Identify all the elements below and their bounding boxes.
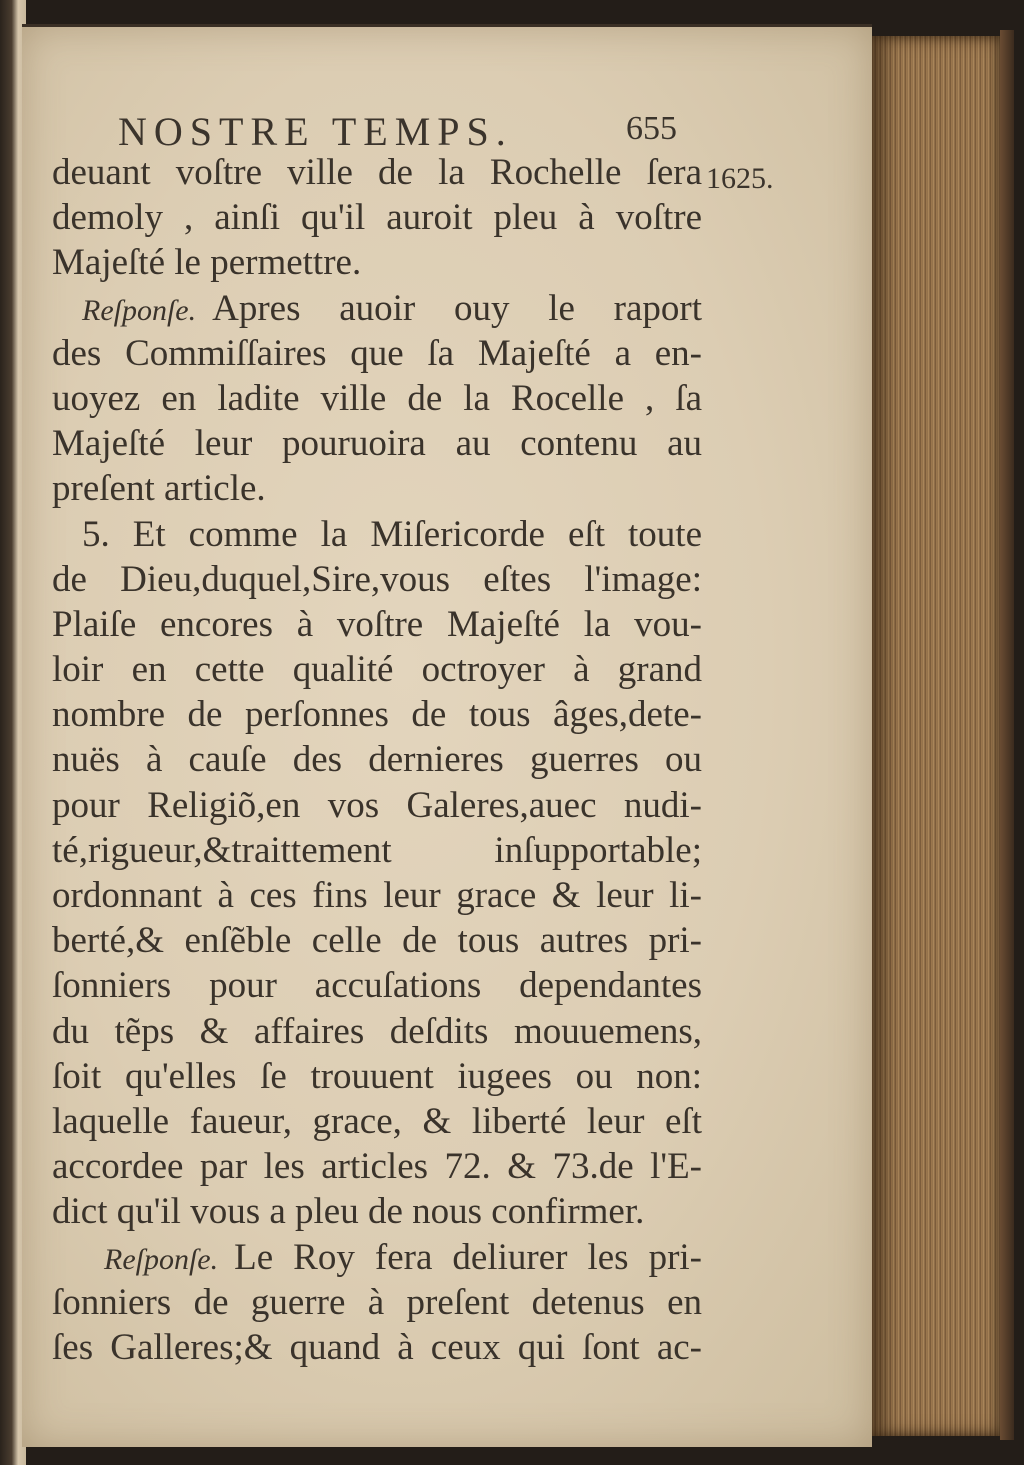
response-line [52, 286, 702, 331]
text-line: dict qu'il vous a pleu de nous confirmer. [52, 1191, 645, 1233]
text-line: 5. Et comme la Miſericorde eſt toute [82, 513, 702, 555]
text-line: pour Religiõ,en vos Galeres,auec nudi- [52, 784, 702, 826]
page-number: 655 [626, 110, 677, 147]
text-line: Majeſté le permettre. [52, 242, 362, 284]
text-line: té,rigueur,&traittement inſupportable; [52, 829, 702, 871]
response-label: Reſponſe. [82, 293, 197, 327]
running-title: NOSTRE TEMPS. [118, 109, 513, 154]
text-line: accordee par les articles 72. & 73.de l'E- [52, 1146, 702, 1188]
cover-edge [1000, 30, 1014, 1440]
text-line: ſes Galleres;& quand à ceux qui ſont ac- [52, 1326, 702, 1368]
text-line: demoly , ainſi qu'il auroit pleu à voſtre [52, 197, 702, 239]
text-line: nombre de perſonnes de tous âges,dete- [52, 694, 702, 736]
text-line: loir en cette qualité octroyer à grand [52, 649, 702, 691]
text-line: du tẽps & affaires deſdits mouuemens, [52, 1010, 702, 1052]
text-line: nuës à cauſe des dernieres guerres ou [52, 739, 702, 781]
text-line: de Dieu,duquel,Sire,vous eſtes l'image: [52, 558, 702, 600]
text-line: des Commiſſaires que ſa Majeſté a en- [52, 332, 702, 374]
text-line: ſoit qu'elles ſe trouuent iugees ou non: [52, 1055, 702, 1097]
text-line: Majeſté leur pouruoira au contenu au [52, 423, 702, 465]
response-line [52, 1235, 702, 1280]
text-line: ſonniers de guerre à preſent detenus en [52, 1281, 702, 1323]
body-text [52, 150, 702, 1370]
text-line: berté,& enſẽble celle de tous autres pri- [52, 920, 702, 962]
text-line: Le Roy fera deliurer les pri- [234, 1236, 702, 1278]
text-line: ſonniers pour accuſations dependantes [52, 965, 702, 1007]
response-label: Reſponſe. [104, 1242, 219, 1276]
page-edges [872, 36, 1002, 1436]
text-line: Plaiſe encores à voſtre Majeſté la vou- [52, 603, 702, 645]
margin-note-year: 1625. [706, 162, 774, 195]
text-line: preſent article. [52, 468, 266, 510]
text-line: uoyez en ladite ville de la Rocelle , ſa [52, 377, 702, 419]
text-line: Apres auoir ouy le raport [212, 287, 702, 329]
text-line: laquelle faueur, grace, & liberté leur eſt [52, 1100, 702, 1142]
text-line: ordonnant à ces fins leur grace & leur li- [52, 875, 702, 916]
text-line: deuant voſtre ville de la Rochelle ſera [52, 152, 702, 193]
